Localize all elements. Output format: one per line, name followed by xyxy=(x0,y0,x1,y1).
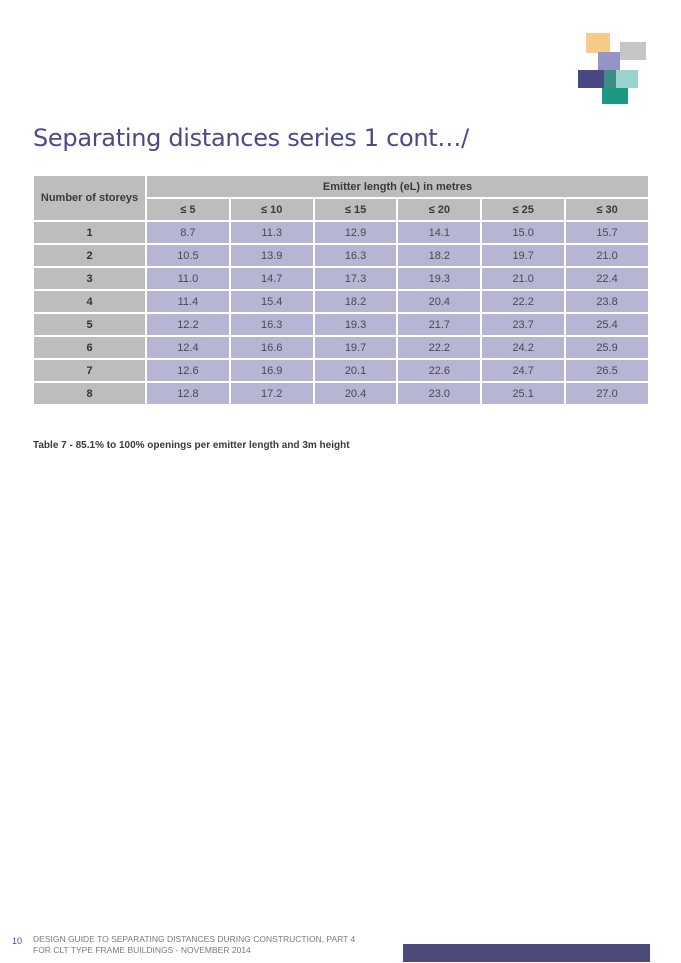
page-title: Separating distances series 1 cont…/ xyxy=(33,124,469,152)
value-cell: 27.0 xyxy=(566,383,648,404)
value-cell: 11.3 xyxy=(231,222,313,243)
row-header: Number of storeys xyxy=(34,176,145,220)
value-cell: 16.3 xyxy=(315,245,397,266)
storey-cell: 1 xyxy=(34,222,145,243)
storey-cell: 2 xyxy=(34,245,145,266)
footer-bar xyxy=(403,944,650,962)
storey-cell: 3 xyxy=(34,268,145,289)
table-row xyxy=(34,314,648,335)
value-cell: 19.3 xyxy=(315,314,397,335)
value-cell: 21.7 xyxy=(398,314,480,335)
storey-cell: 4 xyxy=(34,291,145,312)
value-cell: 22.6 xyxy=(398,360,480,381)
value-cell: 16.6 xyxy=(231,337,313,358)
column-header: ≤ 25 xyxy=(482,199,564,220)
value-cell: 12.6 xyxy=(147,360,229,381)
value-cell: 8.7 xyxy=(147,222,229,243)
value-cell: 17.3 xyxy=(315,268,397,289)
storey-cell: 5 xyxy=(34,314,145,335)
value-cell: 17.2 xyxy=(231,383,313,404)
table-row xyxy=(34,245,648,266)
value-cell: 15.4 xyxy=(231,291,313,312)
value-cell: 11.4 xyxy=(147,291,229,312)
value-cell: 15.7 xyxy=(566,222,648,243)
column-header: ≤ 15 xyxy=(315,199,397,220)
value-cell: 24.2 xyxy=(482,337,564,358)
column-header: ≤ 20 xyxy=(398,199,480,220)
value-cell: 20.1 xyxy=(315,360,397,381)
value-cell: 25.9 xyxy=(566,337,648,358)
value-cell: 16.3 xyxy=(231,314,313,335)
value-cell: 14.1 xyxy=(398,222,480,243)
value-cell: 11.0 xyxy=(147,268,229,289)
column-header: ≤ 10 xyxy=(231,199,313,220)
value-cell: 13.9 xyxy=(231,245,313,266)
storey-cell: 7 xyxy=(34,360,145,381)
value-cell: 18.2 xyxy=(398,245,480,266)
page-number: 10 xyxy=(12,936,23,946)
value-cell: 14.7 xyxy=(231,268,313,289)
value-cell: 16.9 xyxy=(231,360,313,381)
value-cell: 10.5 xyxy=(147,245,229,266)
table-body xyxy=(34,222,648,404)
table-row xyxy=(34,360,648,381)
value-cell: 19.7 xyxy=(315,337,397,358)
cube-logo-icon xyxy=(576,30,650,106)
value-cell: 21.0 xyxy=(566,245,648,266)
footer-line-2: FOR CLT TYPE FRAME BUILDINGS - NOVEMBER 2014 xyxy=(33,945,251,955)
footer-line-1: DESIGN GUIDE TO SEPARATING DISTANCES DURING CONSTRUCTION, PART 4 xyxy=(33,934,356,944)
table-row xyxy=(34,268,648,289)
value-cell: 22.2 xyxy=(398,337,480,358)
table-row xyxy=(34,222,648,243)
table-row xyxy=(34,383,648,404)
value-cell: 20.4 xyxy=(315,383,397,404)
storey-cell: 8 xyxy=(34,383,145,404)
storey-cell: 6 xyxy=(34,337,145,358)
column-header: ≤ 30 xyxy=(566,199,648,220)
column-header: ≤ 5 xyxy=(147,199,229,220)
value-cell: 24.7 xyxy=(482,360,564,381)
value-cell: 22.2 xyxy=(482,291,564,312)
table-row xyxy=(34,337,648,358)
value-cell: 23.8 xyxy=(566,291,648,312)
separating-distances-table xyxy=(32,174,650,406)
value-cell: 12.2 xyxy=(147,314,229,335)
value-cell: 12.9 xyxy=(315,222,397,243)
value-cell: 23.7 xyxy=(482,314,564,335)
table-row xyxy=(34,291,648,312)
value-cell: 25.4 xyxy=(566,314,648,335)
value-cell: 23.0 xyxy=(398,383,480,404)
emitter-length-header: Emitter length (eL) in metres xyxy=(147,176,648,197)
value-cell: 21.0 xyxy=(482,268,564,289)
value-cell: 22.4 xyxy=(566,268,648,289)
value-cell: 18.2 xyxy=(315,291,397,312)
value-cell: 15.0 xyxy=(482,222,564,243)
value-cell: 12.4 xyxy=(147,337,229,358)
footer-text xyxy=(33,934,355,956)
value-cell: 12.8 xyxy=(147,383,229,404)
value-cell: 26.5 xyxy=(566,360,648,381)
table-caption: Table 7 - 85.1% to 100% openings per emitter length and 3m height xyxy=(33,440,350,451)
value-cell: 19.7 xyxy=(482,245,564,266)
value-cell: 20.4 xyxy=(398,291,480,312)
value-cell: 25.1 xyxy=(482,383,564,404)
value-cell: 19.3 xyxy=(398,268,480,289)
